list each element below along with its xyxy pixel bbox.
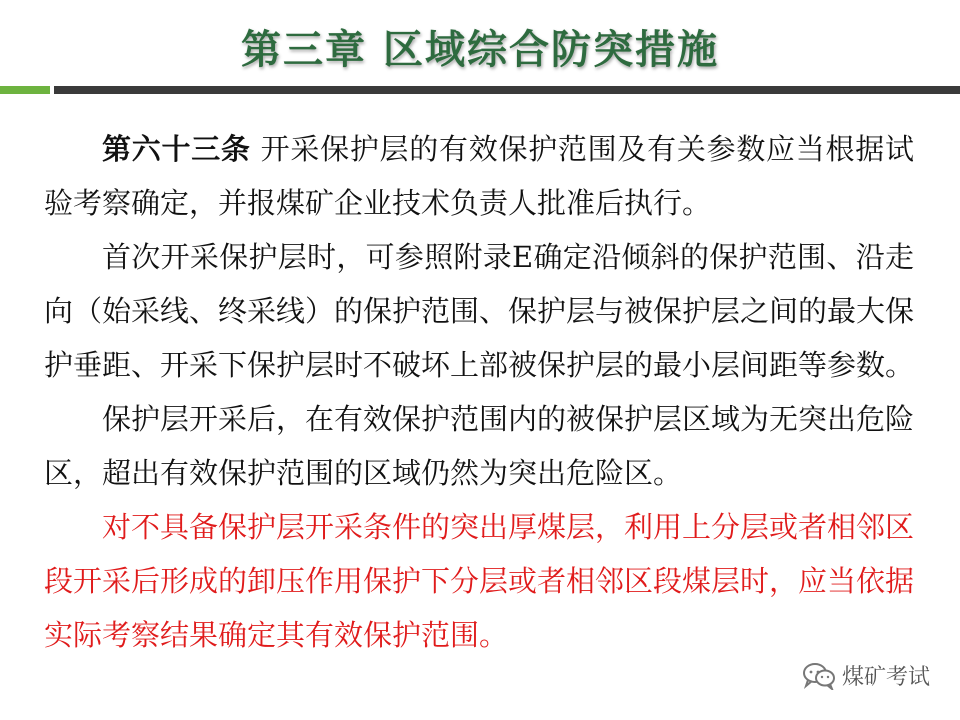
- page-title: 第三章 区域综合防突措施: [241, 26, 719, 73]
- paragraph-text: 首次开采保护层时，可参照附录E确定沿倾斜的保护范围、沿走向（始采线、终采线）的保护范围、保护层与被保护层之间的最大保护垂距、开采下保护层时不破坏上部被保护层的最小层间距等参数。: [44, 240, 915, 382]
- paragraph-thick-seam-highlight: [44, 500, 914, 662]
- paragraph-text: 保护层开采后，在有效保护范围内的被保护层区域为无突出危险区，超出有效保护范围的区域仍然为突出危险区。: [44, 402, 915, 490]
- paragraph-text: 开采保护层的有效保护范围及有关参数应当根据试验考察确定，并报煤矿企业技术负责人批准后执行。: [44, 132, 914, 220]
- slide-body: [44, 122, 914, 662]
- paragraph-text: 对不具备保护层开采条件的突出厚煤层，利用上分层或者相邻区段开采后形成的卸压作用保护下分层或者相邻区段煤层时，应当依据实际考察结果确定其有效保护范围。: [44, 510, 915, 652]
- paragraph-after-mining: [44, 392, 914, 500]
- paragraph-first-mining: [44, 230, 914, 392]
- article-number: 第六十三条: [102, 132, 251, 166]
- title-divider-bar: [54, 86, 960, 94]
- title-accent-bar: [0, 86, 50, 94]
- wechat-icon: [802, 662, 836, 690]
- paragraph-article-63: [44, 122, 914, 230]
- watermark: [802, 660, 930, 691]
- watermark-label: 煤矿考试: [841, 665, 930, 690]
